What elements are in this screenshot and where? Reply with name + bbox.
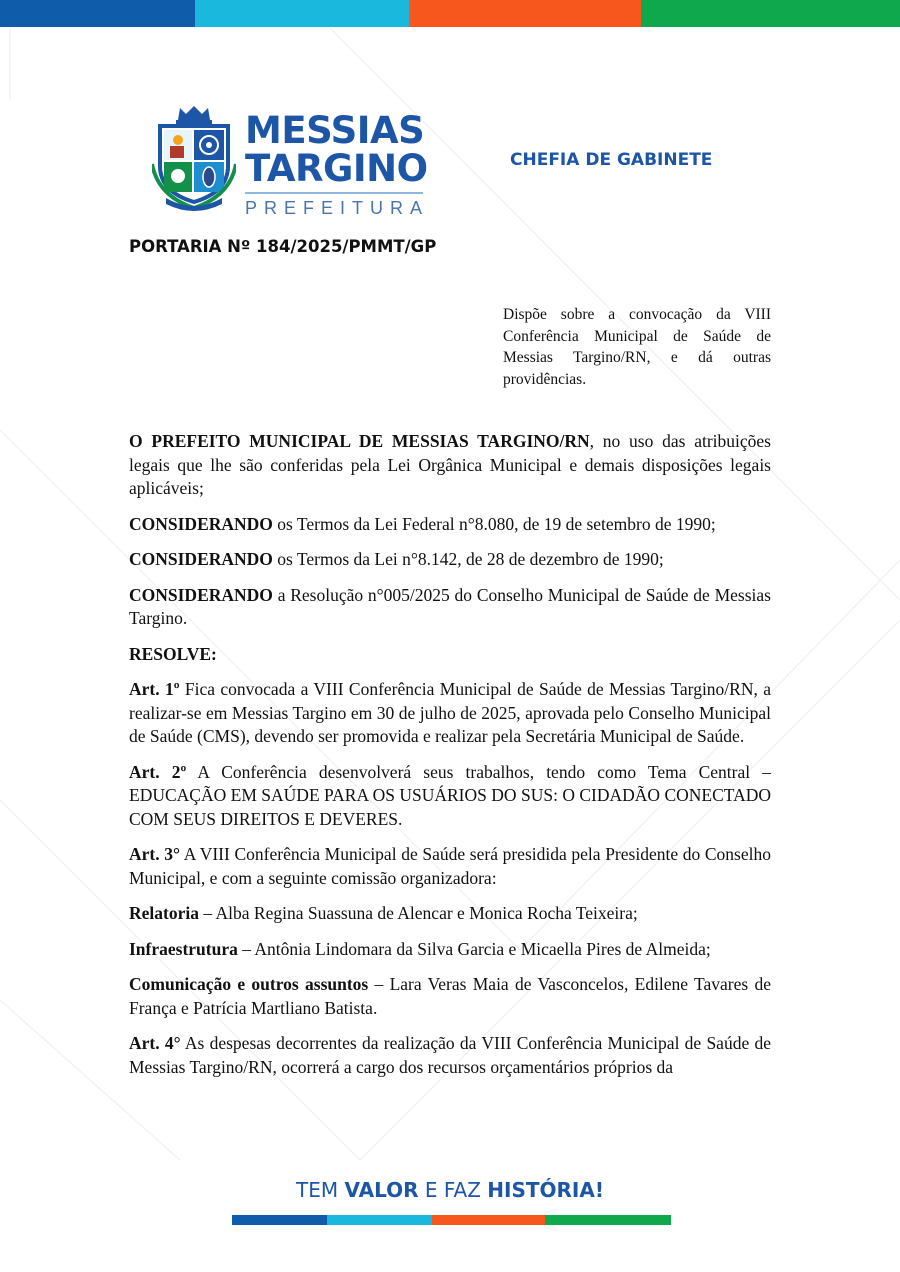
bottom-bar-green: [545, 1215, 671, 1225]
commission-paragraph: [129, 973, 771, 1020]
considerando-label: CONSIDERANDO: [129, 549, 273, 569]
slogan-part-bold: VALOR: [344, 1178, 419, 1202]
document-ementa: Dispõe sobre a convocação da VIII Conferência Municipal de Saúde de Messias Targino/RN, e dá outras providências.: [503, 306, 771, 388]
brand-divider: [245, 192, 423, 194]
document-title: PORTARIA Nº 184/2025/PMMT/GP: [129, 237, 437, 256]
considerando-paragraph: [129, 513, 771, 537]
footer-slogan: [0, 1178, 900, 1202]
commission-label: Infraestrutura: [129, 938, 238, 959]
intro-paragraph: [129, 430, 771, 501]
top-bar-cyan: [195, 0, 409, 27]
commission-label: Relatoria: [129, 903, 199, 923]
article-label: Art. 1º: [129, 679, 180, 699]
resolve-label: RESOLVE:: [129, 643, 217, 664]
top-bar-orange: [409, 0, 641, 27]
considerando-text: os Termos da Lei n°8.142, de 28 de dezembro de 1990;: [272, 549, 664, 569]
intro-bold: O PREFEITO MUNICIPAL DE MESSIAS TARGINO/RN: [129, 431, 590, 451]
commission-label: Comunicação e outros assuntos: [129, 974, 369, 994]
intro-text: , no uso das atribuições legais que lhe são conferidas pela Lei Orgânica Municipal e demais disposições legais aplicáveis;: [129, 431, 771, 498]
article-text: Fica convocada a VIII Conferência Municipal de Saúde de Messias Targino/RN, a realizar-se em Messias Targino em 30 de julho de 2025, aprovada pelo Conselho Municipal de Saúde (CMS), devendo ser promovida e realizar pela Secretária Municipal de Saúde.: [129, 679, 771, 746]
article-label: Art. 3°: [129, 844, 181, 864]
commission-paragraph: [129, 902, 771, 926]
bottom-bar-orange: [432, 1215, 545, 1225]
brand-wordmark: [245, 109, 430, 219]
document-body: [129, 430, 771, 1091]
considerando-paragraph: [129, 548, 771, 572]
coat-of-arms-logo: [152, 104, 236, 212]
brand-subtitle: PREFEITURA: [245, 198, 430, 218]
considerando-text: a Resolução n°005/2025 do Conselho Municipal de Saúde de Messias Targino.: [129, 584, 771, 628]
slogan-part-bold: HISTÓRIA!: [487, 1178, 604, 1202]
considerando-label: CONSIDERANDO: [129, 584, 273, 605]
considerando-paragraph: [129, 584, 771, 631]
article-text: A VIII Conferência Municipal de Saúde será presidida pela Presidente do Conselho Municipal, e com a seguinte comissão organizadora:: [129, 844, 772, 888]
article-text: As despesas decorrentes da realização da VIII Conferência Municipal de Saúde de Messias Targino/RN, ocorrerá a cargo dos recursos orçamentários próprios da: [129, 1033, 771, 1077]
commission-text: – Lara Veras Maia de Vasconcelos, Edilene Tavares de França e Patrícia Martliano Batista.: [129, 974, 772, 1018]
department-title: CHEFIA DE GABINETE: [510, 150, 713, 170]
article-paragraph: [129, 1032, 771, 1079]
article-paragraph: [129, 761, 771, 832]
commission-text: – Alba Regina Suassuna de Alencar e Monica Rocha Teixeira;: [198, 903, 638, 923]
bottom-bar-cyan: [327, 1215, 432, 1225]
article-text: A Conferência desenvolverá seus trabalhos, tendo como Tema Central – EDUCAÇÃO EM SAÚDE PARA OS USUÁRIOS DO SUS: O CIDADÃO CONECTADO COM SEUS DIREITOS E DEVERES.: [129, 761, 771, 829]
considerando-text: os Termos da Lei Federal n°8.080, de 19 de setembro de 1990;: [272, 513, 716, 534]
commission-paragraph: [129, 938, 771, 962]
article-label: Art. 4°: [129, 1033, 181, 1053]
article-paragraph: [129, 843, 771, 890]
resolve-heading: [129, 643, 771, 667]
considerando-label: CONSIDERANDO: [129, 513, 273, 534]
top-bar-green: [641, 0, 900, 27]
commission-text: – Antônia Lindomara da Silva Garcia e Micaella Pires de Almeida;: [237, 938, 711, 959]
bottom-bar-blue: [232, 1215, 327, 1225]
top-color-bar: [0, 0, 900, 27]
brand-name-line1: MESSIAS: [245, 109, 425, 152]
bottom-color-bar: [232, 1215, 671, 1225]
top-bar-blue: [0, 0, 195, 27]
brand-name-line2: TARGINO: [245, 147, 428, 190]
article-paragraph: [129, 678, 771, 749]
slogan-part: TEM: [296, 1178, 345, 1202]
slogan-part: E FAZ: [418, 1178, 488, 1202]
article-label: Art. 2º: [129, 761, 187, 782]
